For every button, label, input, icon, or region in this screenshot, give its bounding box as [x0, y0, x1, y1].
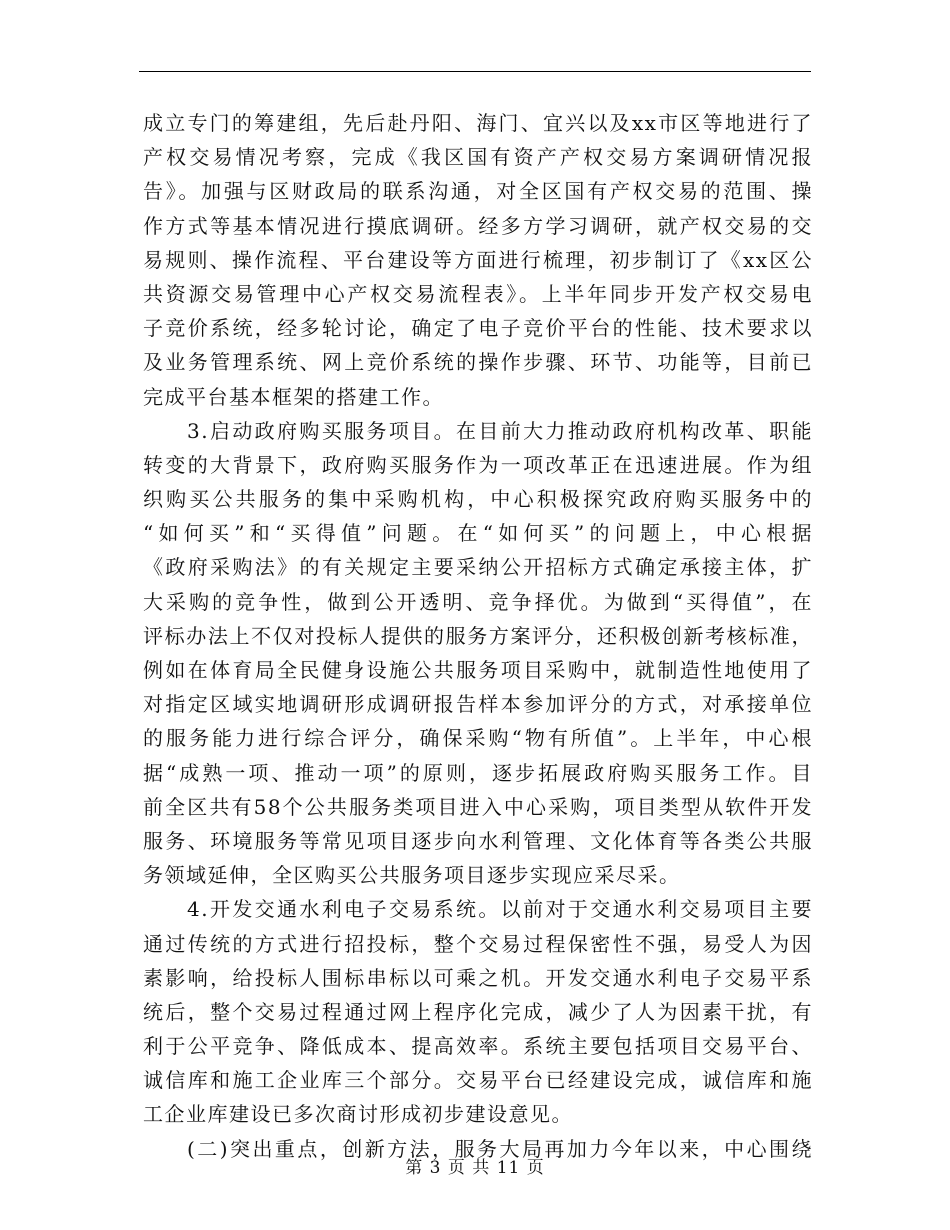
text-line: 4.开发交通水利电子交易系统。以前对于交通水利交易项目主要: [187, 897, 813, 922]
text-line: 共资源交易管理中心产权交易流程表》。上半年同步开发产权交易电: [143, 281, 813, 306]
text-line: 作方式等基本情况进行摸底调研。经多方学习调研，就产权交易的交: [143, 213, 813, 238]
text-line: 例如在体育局全民健身设施公共服务项目采购中，就制造性地使用了: [143, 658, 813, 682]
text-line: 务领域延伸，全区购买公共服务项目逐步实现应采尽采。: [143, 863, 681, 888]
text-line: 大采购的竞争性，做到公开透明、竞争择优。为做到“买得值”，在: [143, 589, 813, 614]
text-line: 工企业库建设已多次商讨形成初步建设意见。: [143, 1102, 573, 1127]
text-line: 素影响，给投标人围标串标以可乘之机。开发交通水利电子交易平系: [143, 965, 813, 990]
text-line: 成立专门的筹建组，先后赴丹阳、海门、宜兴以及xx市区等地进行了: [143, 111, 813, 135]
text-line: 织购买公共服务的集中采购机构，中心积极探究政府购买服务中的: [143, 487, 813, 512]
page-number-footer: 第 3 页 共 11 页: [405, 1158, 545, 1178]
text-line: “如何买”和“买得值”问题。在“如何买”的问题上，中心根据: [143, 521, 813, 546]
text-line: 易规则、操作流程、平台建设等方面进行梳理，初步制订了《xx区公: [143, 247, 813, 272]
text-line: 诚信库和施工企业库三个部分。交易平台已经建设完成，诚信库和施: [143, 1068, 813, 1093]
header-rule: [139, 71, 811, 72]
text-line: 及业务管理系统、网上竞价系统的操作步骤、环节、功能等，目前已: [143, 350, 813, 375]
text-line: 对指定区域实地调研形成调研报告样本参加评分的方式，对承接单位: [143, 692, 813, 717]
text-line: 通过传统的方式进行招投标，整个交易过程保密性不强，易受人为因: [143, 931, 813, 956]
text-line: 告》。加强与区财政局的联系沟通，对全区国有产权交易的范围、操: [143, 179, 813, 204]
text-line: 产权交易情况考察，完成《我区国有资产产权交易方案调研情况报: [143, 145, 813, 170]
document-body: [143, 106, 813, 1166]
text-line: 服务、环境服务等常见项目逐步向水利管理、文化体育等各类公共服: [143, 828, 813, 853]
text-line: 3.启动政府购买服务项目。在目前大力推动政府机构改革、职能: [187, 418, 813, 443]
text-line: 的服务能力进行综合评分，确保采购“物有所值”。上半年，中心根: [143, 726, 813, 751]
text-line: 据“成熟一项、推动一项”的原则，逐步拓展政府购买服务工作。目: [143, 760, 813, 785]
text-line: 《政府采购法》的有关规定主要采纳公开招标方式确定承接主体，扩: [143, 555, 813, 580]
text-line: (二)突出重点，创新方法，服务大局再加力今年以来，中心围绕: [187, 1136, 813, 1161]
text-line: 利于公平竞争、降低成本、提高效率。系统主要包括项目交易平台、: [143, 1034, 813, 1059]
text-line: 统后，整个交易过程通过网上程序化完成，减少了人为因素干扰，有: [143, 999, 813, 1024]
text-line: 评标办法上不仅对投标人提供的服务方案评分，还积极创新考核标准，: [143, 623, 813, 648]
text-line: 转变的大背景下，政府购买服务作为一项改革正在迅速进展。作为组: [143, 452, 813, 477]
text-line: 前全区共有58个公共服务类项目进入中心采购，项目类型从软件开发: [143, 794, 813, 819]
text-line: 子竞价系统，经多轮讨论，确定了电子竞价平台的性能、技术要求以: [143, 316, 813, 341]
text-line: 完成平台基本框架的搭建工作。: [143, 384, 444, 409]
